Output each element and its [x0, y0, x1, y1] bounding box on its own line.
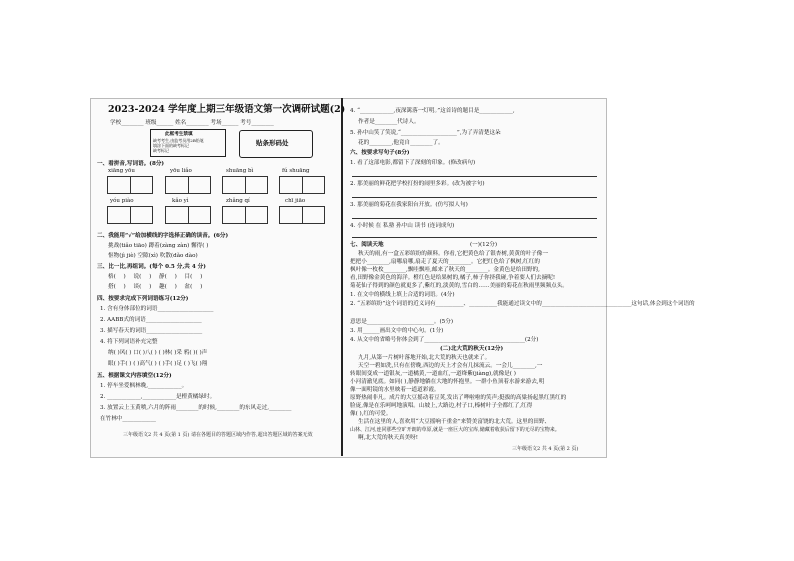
fill-item-4: 4. “____________,夜深篱落一灯明。”这首诗的题目是____________,: [350, 108, 515, 114]
question-3-heading: 三、比一比,再组词。(每个 0.5 分,共 4 分): [97, 264, 206, 270]
passage-line: 小河清澈见底。如同( ),静静地躺在大地的怀抱里。一群小鱼顶着水游来游去,明: [350, 379, 545, 385]
passage-line: 看,田野像金黄色的海洋。橙红色是给果树的,橘子,柿子你挤我碰,争着要人们去摘呢!: [350, 275, 556, 281]
exam-title: 2023-2024 学年度上期三年级语文第一次调研试题(2): [108, 104, 346, 115]
student-info-line: 学校________ 班级______ 姓名________ 考场______ 考号________: [110, 120, 274, 126]
reading-2-subheading: (二)北大荒的秋天(12分): [440, 346, 504, 352]
reading-1-question: 4. 从文中的省略号你体会到了____________________________________(2分): [350, 337, 539, 343]
pinyin: zhǎng qí: [226, 198, 250, 204]
answer-line[interactable]: [352, 197, 597, 198]
pinyin: kǎo yì: [172, 198, 189, 204]
answer-line[interactable]: [352, 237, 597, 238]
pinyin: yóu piào: [110, 198, 134, 204]
passage-line: 菊花仙子得到的颜色就更多了,紫红的,淡黄的,雪白的……美丽的菊花在秋雨里频频点头。: [350, 283, 568, 289]
answer-grid[interactable]: [107, 176, 153, 194]
passage-line: 转眼间变成一道银灰,一道橘黄,一道血红,一道绛紫(jiàng),就像是( ): [350, 371, 516, 377]
question-3-line: 格( ) 说( ) 静( ) 目( ): [108, 274, 203, 280]
pinyin: shuāng bì: [226, 168, 254, 174]
answer-line[interactable]: [352, 176, 597, 177]
question-4-item: 1. 含有身体部位的词语____________________: [100, 306, 214, 312]
passage-line: 像( ),红的可爱。: [350, 411, 392, 417]
question-5-heading: 五、根据课文内容填空(12分): [97, 373, 172, 379]
question-5-item: 2. ____________,____________是橙黄橘绿时。: [100, 394, 216, 400]
answer-grid[interactable]: [222, 206, 268, 224]
fill-item-5b: 花的________,他竟自________了。: [358, 140, 444, 146]
reading-1-question: 意思是________________________。(5分): [350, 319, 454, 325]
notice-title: 此框考生禁填: [165, 132, 193, 137]
barcode-label: 贴条形码处: [256, 139, 289, 147]
passage-line: 啊,北大荒的秋天真美呀!: [358, 435, 418, 441]
pinyin: fú shuāng: [282, 168, 310, 174]
question-4-item: 3. 描写春天的词语____________________: [100, 328, 203, 334]
answer-line[interactable]: [352, 218, 597, 219]
notice-line: 缺考标记: [153, 148, 169, 153]
reading-1-subheading: (一)(12分): [470, 242, 498, 248]
question-4-heading: 四、按要求完成下列词语练习(12分): [97, 296, 189, 302]
question-6-item: 2. 那美丽的鲜花把学校打扮的闹里多彩。(改为被字句): [350, 181, 485, 187]
question-4-fill: 纳( )风( ) 口( )八( ) ( )林( )采 鸦( )( )声: [108, 350, 208, 356]
passage-line: 脸庞,像是在乐呵呵地演唱。山坡上,大路边,村子口,榛树叶子全都红了,红得: [350, 403, 533, 409]
notice-line: 缺考考生,由监考员用2B铅笔: [153, 138, 204, 143]
pinyin: chī jiāo: [285, 198, 306, 204]
passage-line: 生活在这里的人,喜欢用“大豆摇响千重金”来赞美富饶的北大荒。这里的田野、: [358, 419, 551, 425]
answer-grid[interactable]: [165, 206, 211, 224]
question-5-item: 1. 停车坐爱枫林晚,____________。: [100, 383, 188, 389]
page-divider: [341, 98, 343, 456]
passage-line: 秋天的雨,有一盒五彩缤纷的颜料。你看,它把黄色给了银杏树,黄黄的叶子像一: [358, 251, 548, 257]
passage-line: 枫叶像一枚枚________,飘哇飘哇,邮来了秋天的________。金黄色是给田野的,: [350, 267, 540, 273]
question-6-item: 3. 那美丽的菊花在我家阳台开放。(仿写拟人句): [350, 202, 468, 208]
notice-line: 填涂下面的缺考标记: [153, 143, 189, 148]
answer-grid[interactable]: [279, 176, 325, 194]
question-5-item: 3. 放置云上玉黄喷,六月的阵雨________的时候,________的东风走过,________: [100, 405, 292, 411]
question-7-heading: 七、阅读天地: [350, 242, 384, 248]
passage-line: 原野热闹非凡。成片的大豆摇动着豆荚,发出了哗啦啦的笑声;挺拔的高粱扬起黑红黑红的: [350, 395, 567, 401]
question-6-item: 4. 小时候 在 私塾 孙中山 读书 (连词成句): [350, 223, 455, 229]
question-4-item: 4. 将下列词语补充完整: [100, 339, 158, 345]
pinyin: xiāng yōu: [108, 168, 135, 174]
reading-1-question: 2. “五彩缤纷”这个词语的近义词有__________、__________我能通过读文中的________________________________这句话,体会到这个词语的: [350, 301, 695, 307]
answer-grid[interactable]: [222, 176, 268, 194]
page-2-footer: 三年级语文2 共 4 页(第 2 页): [512, 446, 579, 452]
question-6-item: 1. 看了这部电影,都留下了深刻的印象。(修改病句): [350, 160, 476, 166]
passage-line: 天空一碧如洗,只有在傍晚,西边的天上才会有几抹流云。一会儿________,一: [358, 363, 543, 369]
question-3-line: 搭( ) 谈( ) 趣( ) 盆( ): [108, 284, 203, 290]
question-2-line: 怄物(jì jiè) 空隙(xì) 吹散(dǎo dào): [108, 253, 198, 259]
question-2-heading: 二、我能用“√”给加横线的字选择正确的读音。(6分): [97, 233, 229, 239]
pinyin: yōu liǎo: [170, 168, 192, 174]
question-1-heading: 一、看拼音,写词语。(8分): [97, 161, 165, 167]
reading-1-question: 3. 用______画出文中的中心句。(1分): [350, 328, 444, 334]
passage-line: 把把小________,扇哪扇哪,扇走了夏天的________。它把红色给了枫树,红红的: [350, 259, 540, 265]
question-2-line: 挑战(tiǎo tiāo) 蹲着(zàng zàn) 懈得( ): [108, 243, 209, 249]
question-6-heading: 六、按要求写句子(8分): [350, 150, 410, 156]
reading-1-question: 1. 在文中的横线上填上合适的词语。(4分): [350, 292, 455, 298]
fill-item-4b: 作者是________代诗人。: [358, 119, 420, 125]
passage-line: 山林、江河,连同那些空旷开朗的草原,就是一座巨大的宝库,储藏着收获后留下的无尽的宝物来。: [350, 427, 560, 433]
question-4-fill: 眼( )手( ) ( )高气( ) ( )手( )足 ( )飞( )翔: [108, 361, 208, 367]
passage-line: 九月,从第一片树叶落地开始,北大荒的秋天也就来了。: [358, 355, 491, 361]
page-1-footer: 三年级语文2 共 4 页(第 1 页) 请在各题目的答题区域内作答,超出答题区域的答案无效: [123, 432, 313, 438]
answer-grid[interactable]: [165, 176, 211, 194]
fill-item-5: 5. 孙中山笑了笑说,“____________________”,为了弄清楚这朵: [350, 130, 501, 136]
answer-grid[interactable]: [279, 206, 325, 224]
question-4-item: 2. AABB式的词语____________________: [100, 317, 202, 323]
passage-line: 像一面明镜的水里映着一道道彩霞。: [350, 387, 440, 393]
question-5-item: 在竹林中____________: [100, 416, 156, 422]
answer-grid[interactable]: [107, 206, 153, 224]
